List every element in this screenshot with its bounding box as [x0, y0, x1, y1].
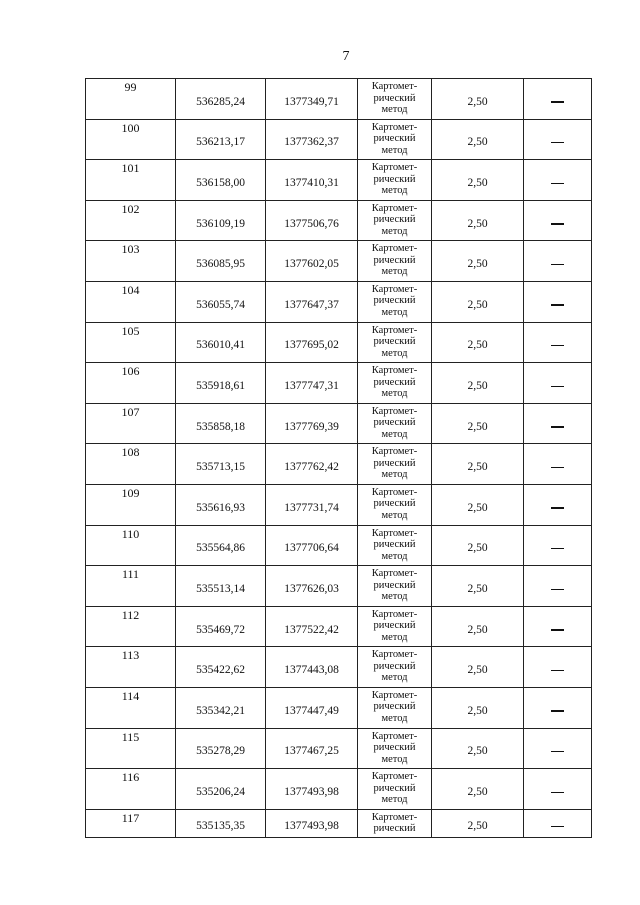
- method-line: Картомет-: [371, 365, 418, 377]
- method-line: Картомет-: [371, 121, 418, 133]
- table-row: [86, 403, 592, 444]
- y-coordinate-cell: 1377706,64: [266, 525, 358, 566]
- table-row: [86, 241, 592, 282]
- point-number-cell: 103: [86, 241, 176, 282]
- accuracy-cell: 2,50: [432, 809, 524, 837]
- method-line: Картомет-: [371, 811, 418, 823]
- method-line: метод: [381, 185, 408, 197]
- method-line: рический: [373, 173, 416, 185]
- accuracy-cell: 2,50: [432, 403, 524, 444]
- accuracy-cell: 2,50: [432, 363, 524, 404]
- method-line: метод: [381, 388, 408, 400]
- dash-mark: [551, 751, 564, 752]
- description-cell: [524, 647, 592, 688]
- method-cell: [358, 525, 432, 566]
- method-line: Картомет-: [371, 202, 418, 214]
- method-line: Картомет-: [371, 649, 418, 661]
- y-coordinate-cell: 1377695,02: [266, 322, 358, 363]
- table-row: [86, 647, 592, 688]
- dash-mark: [551, 223, 564, 224]
- description-cell: [524, 606, 592, 647]
- method-cell: [358, 241, 432, 282]
- method-cell: [358, 606, 432, 647]
- table-row: [86, 809, 592, 837]
- y-coordinate-cell: 1377443,08: [266, 647, 358, 688]
- method-line: метод: [381, 753, 408, 765]
- method-line: метод: [381, 591, 408, 603]
- point-number-cell: 102: [86, 200, 176, 241]
- description-cell: [524, 281, 592, 322]
- point-number-cell: 116: [86, 769, 176, 810]
- table-row: [86, 200, 592, 241]
- table-row: [86, 728, 592, 769]
- dash-mark: [551, 101, 564, 102]
- coordinates-table-body: [86, 79, 592, 838]
- x-coordinate-cell: 535713,15: [176, 444, 266, 485]
- method-line: рический: [373, 498, 416, 510]
- description-cell: [524, 484, 592, 525]
- y-coordinate-cell: 1377493,98: [266, 809, 358, 837]
- method-line: метод: [381, 428, 408, 440]
- y-coordinate-cell: 1377747,31: [266, 363, 358, 404]
- method-line: Картомет-: [371, 527, 418, 539]
- table-row: [86, 687, 592, 728]
- method-cell: [358, 484, 432, 525]
- method-line: рический: [373, 539, 416, 551]
- accuracy-cell: 2,50: [432, 79, 524, 120]
- table-row: [86, 281, 592, 322]
- method-line: метод: [381, 550, 408, 562]
- accuracy-cell: 2,50: [432, 687, 524, 728]
- accuracy-cell: 2,50: [432, 241, 524, 282]
- dash-mark: [551, 589, 564, 590]
- method-line: рический: [373, 133, 416, 145]
- y-coordinate-cell: 1377522,42: [266, 606, 358, 647]
- method-line: рический: [373, 254, 416, 266]
- point-number-cell: 106: [86, 363, 176, 404]
- dash-mark: [551, 826, 564, 827]
- method-line: Картомет-: [371, 568, 418, 580]
- method-line: метод: [381, 794, 408, 806]
- point-number-cell: 108: [86, 444, 176, 485]
- x-coordinate-cell: 535422,62: [176, 647, 266, 688]
- method-cell: [358, 769, 432, 810]
- method-cell: [358, 281, 432, 322]
- x-coordinate-cell: 536213,17: [176, 119, 266, 160]
- method-line: рический: [373, 660, 416, 672]
- x-coordinate-cell: 535513,14: [176, 566, 266, 607]
- method-cell: [358, 647, 432, 688]
- y-coordinate-cell: 1377349,71: [266, 79, 358, 120]
- description-cell: [524, 566, 592, 607]
- dash-mark: [551, 548, 564, 549]
- table-row: [86, 119, 592, 160]
- method-line: рический: [373, 782, 416, 794]
- point-number-cell: 111: [86, 566, 176, 607]
- accuracy-cell: 2,50: [432, 647, 524, 688]
- description-cell: [524, 322, 592, 363]
- table-row: [86, 160, 592, 201]
- accuracy-cell: 2,50: [432, 322, 524, 363]
- method-line: рический: [373, 417, 416, 429]
- table-row: [86, 566, 592, 607]
- method-cell: [358, 322, 432, 363]
- table-row: [86, 769, 592, 810]
- point-number-cell: 100: [86, 119, 176, 160]
- method-line: метод: [381, 631, 408, 643]
- description-cell: [524, 363, 592, 404]
- method-line: Картомет-: [371, 608, 418, 620]
- point-number-cell: 112: [86, 606, 176, 647]
- method-line: рический: [373, 620, 416, 632]
- y-coordinate-cell: 1377506,76: [266, 200, 358, 241]
- accuracy-cell: 2,50: [432, 566, 524, 607]
- method-cell: [358, 79, 432, 120]
- method-line: метод: [381, 144, 408, 156]
- method-line: рический: [373, 823, 416, 835]
- method-line: Картомет-: [371, 162, 418, 174]
- method-line: рический: [373, 742, 416, 753]
- accuracy-cell: 2,50: [432, 119, 524, 160]
- coordinates-table: [85, 78, 592, 838]
- point-number-cell: 110: [86, 525, 176, 566]
- description-cell: [524, 403, 592, 444]
- point-number-cell: 109: [86, 484, 176, 525]
- method-line: метод: [381, 225, 408, 237]
- dash-mark: [551, 304, 564, 305]
- table-row: [86, 322, 592, 363]
- y-coordinate-cell: 1377762,42: [266, 444, 358, 485]
- accuracy-cell: 2,50: [432, 728, 524, 769]
- method-line: рический: [373, 579, 416, 591]
- x-coordinate-cell: 535918,61: [176, 363, 266, 404]
- dash-mark: [551, 183, 564, 184]
- y-coordinate-cell: 1377467,25: [266, 728, 358, 769]
- method-line: метод: [381, 347, 408, 359]
- method-cell: [358, 687, 432, 728]
- method-line: Картомет-: [371, 689, 418, 701]
- dash-mark: [551, 507, 564, 508]
- point-number-cell: 114: [86, 687, 176, 728]
- description-cell: [524, 79, 592, 120]
- y-coordinate-cell: 1377647,37: [266, 281, 358, 322]
- accuracy-cell: 2,50: [432, 769, 524, 810]
- description-cell: [524, 769, 592, 810]
- x-coordinate-cell: 535564,86: [176, 525, 266, 566]
- method-line: Картомет-: [371, 283, 418, 295]
- method-cell: [358, 119, 432, 160]
- method-line: рический: [373, 92, 416, 104]
- x-coordinate-cell: 536109,19: [176, 200, 266, 241]
- method-line: Картомет-: [371, 486, 418, 498]
- method-line: метод: [381, 672, 408, 684]
- accuracy-cell: 2,50: [432, 281, 524, 322]
- method-cell: [358, 200, 432, 241]
- point-number-cell: 104: [86, 281, 176, 322]
- method-line: Картомет-: [371, 81, 418, 92]
- point-number-cell: 115: [86, 728, 176, 769]
- method-cell: [358, 363, 432, 404]
- description-cell: [524, 525, 592, 566]
- point-number-cell: 107: [86, 403, 176, 444]
- y-coordinate-cell: 1377493,98: [266, 769, 358, 810]
- dash-mark: [551, 386, 564, 387]
- y-coordinate-cell: 1377602,05: [266, 241, 358, 282]
- method-cell: [358, 728, 432, 769]
- x-coordinate-cell: 536085,95: [176, 241, 266, 282]
- x-coordinate-cell: 535858,18: [176, 403, 266, 444]
- table-row: [86, 363, 592, 404]
- y-coordinate-cell: 1377447,49: [266, 687, 358, 728]
- method-line: Картомет-: [371, 446, 418, 458]
- description-cell: [524, 160, 592, 201]
- method-line: метод: [381, 469, 408, 481]
- point-number-cell: 101: [86, 160, 176, 201]
- table-row: [86, 79, 592, 120]
- dash-mark: [551, 345, 564, 346]
- method-line: метод: [381, 104, 408, 115]
- method-line: метод: [381, 712, 408, 724]
- description-cell: [524, 728, 592, 769]
- description-cell: [524, 809, 592, 837]
- table-row: [86, 444, 592, 485]
- x-coordinate-cell: 536010,41: [176, 322, 266, 363]
- dash-mark: [551, 670, 564, 671]
- dash-mark: [551, 710, 564, 711]
- accuracy-cell: 2,50: [432, 484, 524, 525]
- x-coordinate-cell: 535278,29: [176, 728, 266, 769]
- y-coordinate-cell: 1377362,37: [266, 119, 358, 160]
- method-line: Картомет-: [371, 243, 418, 255]
- description-cell: [524, 119, 592, 160]
- table-row: [86, 525, 592, 566]
- y-coordinate-cell: 1377626,03: [266, 566, 358, 607]
- accuracy-cell: 2,50: [432, 444, 524, 485]
- method-line: метод: [381, 509, 408, 521]
- x-coordinate-cell: 535469,72: [176, 606, 266, 647]
- method-line: рический: [373, 295, 416, 307]
- table-row: [86, 484, 592, 525]
- point-number-cell: 99: [86, 79, 176, 120]
- description-cell: [524, 241, 592, 282]
- dash-mark: [551, 467, 564, 468]
- method-line: рический: [373, 336, 416, 348]
- y-coordinate-cell: 1377769,39: [266, 403, 358, 444]
- y-coordinate-cell: 1377731,74: [266, 484, 358, 525]
- dash-mark: [551, 792, 564, 793]
- method-line: Картомет-: [371, 324, 418, 336]
- x-coordinate-cell: 535342,21: [176, 687, 266, 728]
- description-cell: [524, 200, 592, 241]
- x-coordinate-cell: 535206,24: [176, 769, 266, 810]
- accuracy-cell: 2,50: [432, 160, 524, 201]
- method-line: рический: [373, 376, 416, 388]
- method-cell: [358, 403, 432, 444]
- method-line: метод: [381, 266, 408, 278]
- method-cell: [358, 809, 432, 837]
- point-number-cell: 105: [86, 322, 176, 363]
- method-cell: [358, 160, 432, 201]
- method-line: рический: [373, 457, 416, 469]
- method-line: Картомет-: [371, 405, 418, 417]
- description-cell: [524, 444, 592, 485]
- dash-mark: [551, 264, 564, 265]
- method-line: Картомет-: [371, 771, 418, 783]
- point-number-cell: 113: [86, 647, 176, 688]
- description-cell: [524, 687, 592, 728]
- page-number: 7: [342, 49, 350, 64]
- method-cell: [358, 444, 432, 485]
- dash-mark: [551, 426, 564, 427]
- x-coordinate-cell: 536158,00: [176, 160, 266, 201]
- method-line: Картомет-: [371, 730, 418, 742]
- x-coordinate-cell: 535616,93: [176, 484, 266, 525]
- x-coordinate-cell: 536285,24: [176, 79, 266, 120]
- dash-mark: [551, 629, 564, 630]
- method-line: метод: [381, 306, 408, 318]
- accuracy-cell: 2,50: [432, 200, 524, 241]
- dash-mark: [551, 142, 564, 143]
- y-coordinate-cell: 1377410,31: [266, 160, 358, 201]
- x-coordinate-cell: 536055,74: [176, 281, 266, 322]
- method-cell: [358, 566, 432, 607]
- x-coordinate-cell: 535135,35: [176, 809, 266, 837]
- point-number-cell: 117: [86, 809, 176, 837]
- accuracy-cell: 2,50: [432, 606, 524, 647]
- table-row: [86, 606, 592, 647]
- method-line: рический: [373, 214, 416, 226]
- accuracy-cell: 2,50: [432, 525, 524, 566]
- method-line: рический: [373, 701, 416, 713]
